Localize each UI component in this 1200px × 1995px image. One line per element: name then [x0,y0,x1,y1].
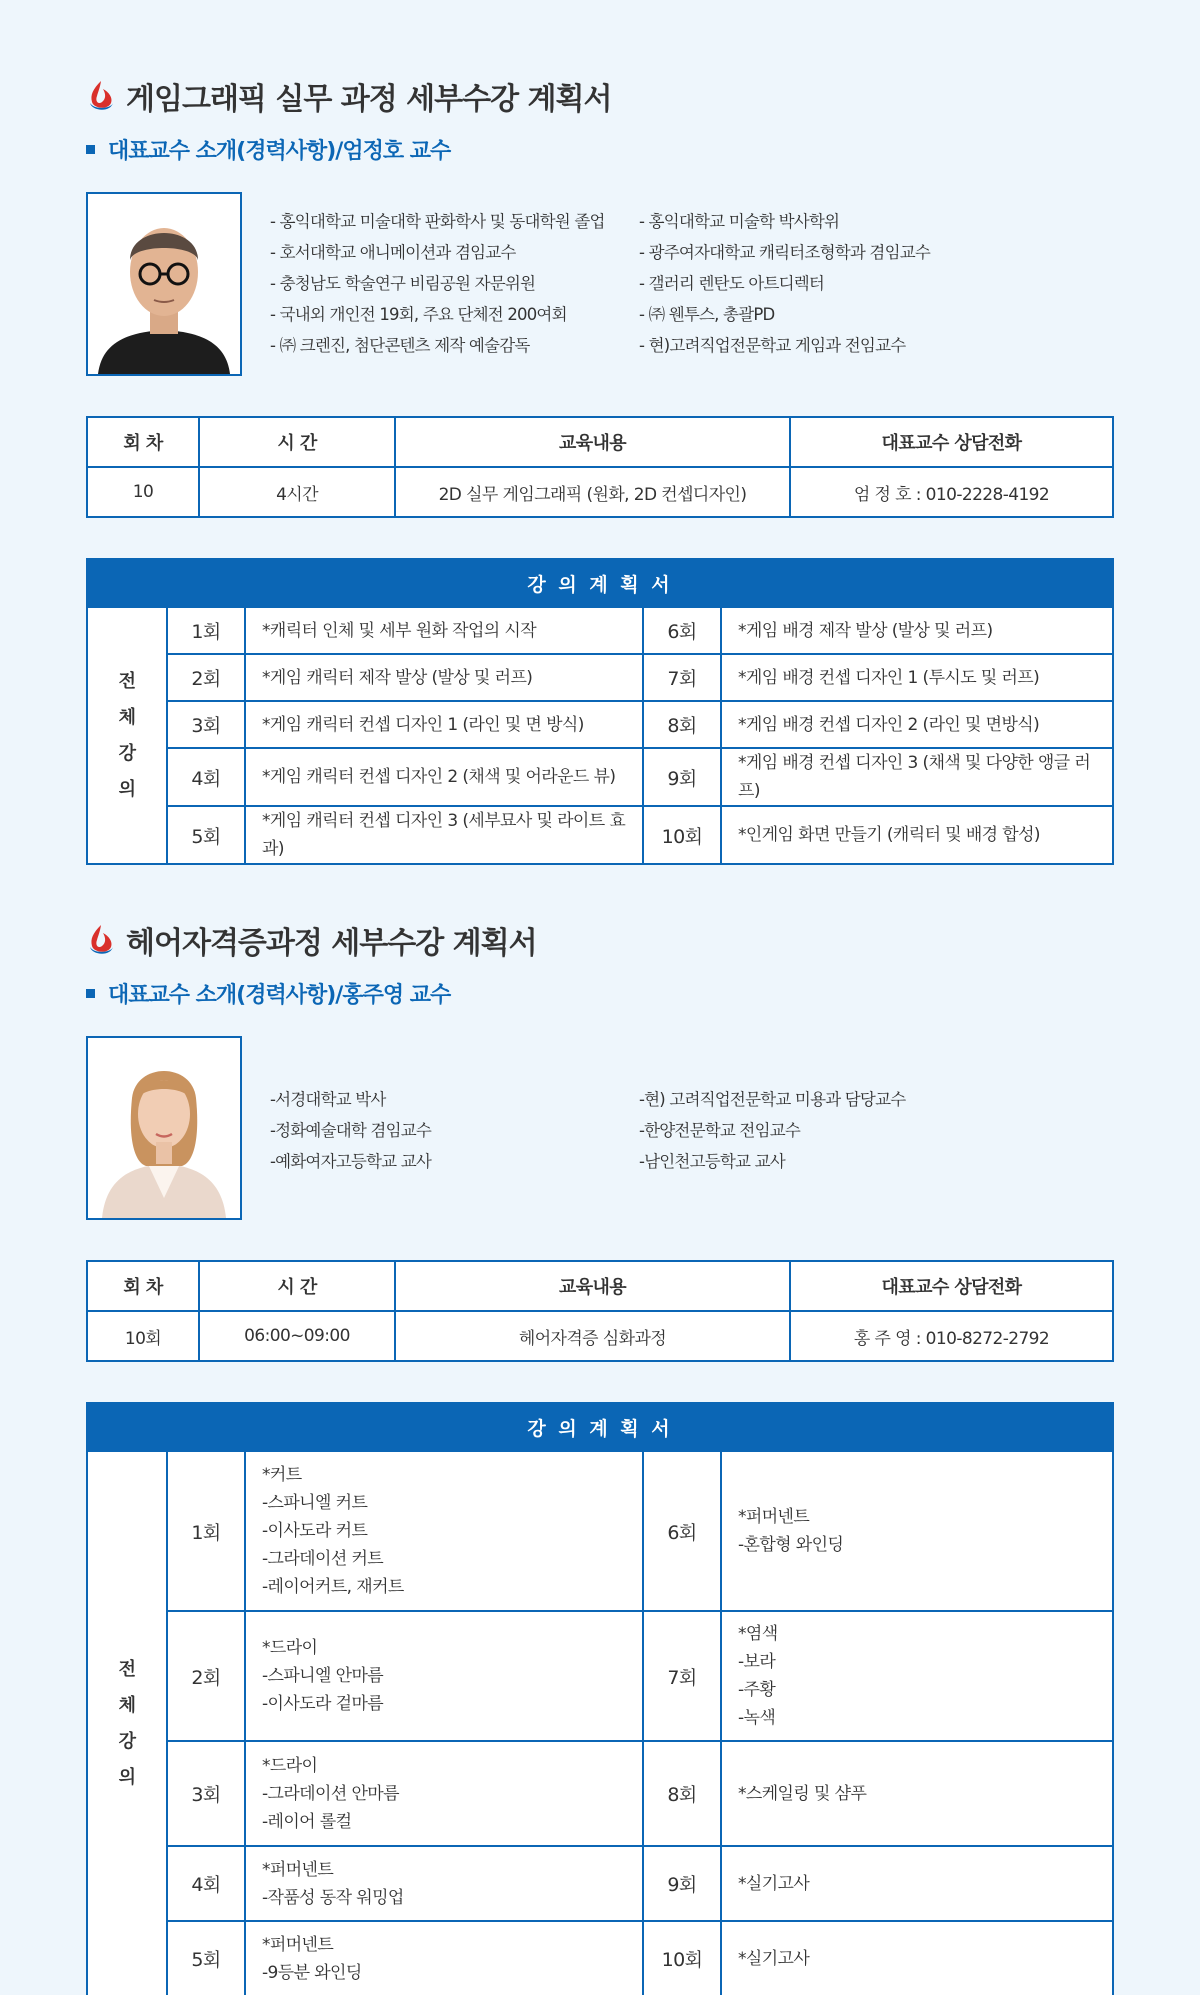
session-number: 1회 [167,1451,245,1611]
table-row [87,654,1113,701]
session-content: *실기고사 [721,1846,1113,1921]
session-content: *게임 캐릭터 컨셉 디자인 3 (세부묘사 및 라이트 효과) [245,806,643,864]
header-session: 회 차 [87,1261,199,1311]
career-list-left [270,1084,431,1177]
bullet-square-icon [86,989,95,998]
career-item: - 갤러리 렌탄도 아트디렉터 [639,274,825,293]
career-item: - 현)고려직업전문학교 게임과 전임교수 [639,336,906,355]
session-content: *게임 배경 컨셉 디자인 2 (라인 및 면방식) [721,701,1113,748]
table-row [87,607,1113,654]
session-content: *스케일링 및 샴푸 [721,1741,1113,1846]
session-number: 10회 [643,1921,721,1995]
school-logo-icon [86,923,116,957]
session-number: 6회 [643,1451,721,1611]
lecture-plan-table [86,558,1114,865]
session-number: 10회 [643,806,721,864]
career-item: - ㈜ 웬투스, 총괄PD [639,305,775,324]
career-item: - 광주여자대학교 캐릭터조형학과 겸임교수 [639,243,930,262]
professor-subtitle [86,978,450,1009]
session-content: *커트 -스파니엘 커트 -이사도라 커트 -그라데이션 커트 -레이어커트, 재커트 [245,1451,643,1611]
session-content: *게임 배경 제작 발상 (발상 및 러프) [721,607,1113,654]
table-row [87,748,1113,806]
session-number: 7회 [643,654,721,701]
section-title-text: 헤어자격증과정 세부수강 계획서 [126,926,537,961]
career-list-right [639,206,930,361]
career-list-right [639,1084,905,1177]
professor-profile [86,1036,1114,1220]
side-label: 전 체 강 의 [87,607,167,864]
session-content: *게임 캐릭터 컨셉 디자인 1 (라인 및 면 방식) [245,701,643,748]
lecture-plan-table [86,1402,1114,1995]
session-number: 9회 [643,748,721,806]
career-item: - 홍익대학교 미술대학 판화학사 및 동대학원 졸업 [270,212,605,231]
session-content: *퍼머넨트 -9등분 와인딩 [245,1921,643,1995]
career-item: -한양전문학교 전임교수 [639,1121,800,1140]
school-logo-icon [86,79,116,113]
session-content: *드라이 -그라데이션 안마름 -레이어 롤컬 [245,1741,643,1846]
session-number: 2회 [167,1611,245,1741]
course-info-table [86,416,1114,518]
session-content: *드라이 -스파니엘 안마름 -이사도라 겉마름 [245,1611,643,1741]
career-item: -정화예술대학 겸임교수 [270,1121,431,1140]
course-info-header-row [87,417,1113,467]
session-number: 3회 [167,1741,245,1846]
cell-content: 2D 실무 게임그래픽 (원화, 2D 컨셉디자인) [395,467,790,517]
career-item: - ㈜ 크렌진, 첨단콘텐츠 제작 예술감독 [270,336,530,355]
professor-subtitle [86,134,450,165]
cell-session: 10 [87,467,199,517]
session-content: *염색 -보라 -주황 -녹색 [721,1611,1113,1741]
career-item: - 홍익대학교 미술학 박사학위 [639,212,840,231]
session-content: *게임 배경 컨셉 디자인 3 (채색 및 다양한 앵글 러프) [721,748,1113,806]
session-content: *게임 배경 컨셉 디자인 1 (투시도 및 러프) [721,654,1113,701]
session-number: 6회 [643,607,721,654]
table-row [87,806,1113,864]
side-label: 전 체 강 의 [87,1451,167,1995]
career-item: -서경대학교 박사 [270,1090,386,1109]
professor-profile [86,192,1114,376]
session-number: 4회 [167,1846,245,1921]
header-contact: 대표교수 상담전화 [790,417,1113,467]
header-time: 시 간 [199,1261,395,1311]
career-list-left [270,206,605,361]
cell-time: 06:00~09:00 [199,1311,395,1361]
course-info-row [87,467,1113,517]
course-info-header-row [87,1261,1113,1311]
section-title [86,918,537,962]
session-content: *캐릭터 인체 및 세부 원화 작업의 시작 [245,607,643,654]
cell-content: 헤어자격증 심화과정 [395,1311,790,1361]
session-content: *게임 캐릭터 제작 발상 (발상 및 러프) [245,654,643,701]
cell-session: 10회 [87,1311,199,1361]
career-item: -현) 고려직업전문학교 미용과 담당교수 [639,1090,906,1109]
session-number: 3회 [167,701,245,748]
table-row [87,1451,1113,1611]
cell-contact[interactable]: 홍 주 영 : 010-8272-2792 [790,1311,1113,1361]
table-row [87,1611,1113,1741]
header-contact: 대표교수 상담전화 [790,1261,1113,1311]
career-item: -예화여자고등학교 교사 [270,1152,431,1171]
lecture-plan-header: 강 의 계 획 서 [87,559,1113,607]
session-number: 4회 [167,748,245,806]
table-row [87,1921,1113,1995]
session-content: *게임 캐릭터 컨셉 디자인 2 (채색 및 어라운드 뷰) [245,748,643,806]
table-row [87,1846,1113,1921]
session-content: *실기고사 [721,1921,1113,1995]
header-content: 교육내용 [395,417,790,467]
session-content: *퍼머넨트 -작품성 동작 워밍업 [245,1846,643,1921]
session-number: 8회 [643,701,721,748]
session-number: 5회 [167,806,245,864]
career-item: -남인천고등학교 교사 [639,1152,785,1171]
session-number: 8회 [643,1741,721,1846]
header-content: 교육내용 [395,1261,790,1311]
session-number: 1회 [167,607,245,654]
career-item: - 국내외 개인전 19회, 주요 단체전 200여회 [270,305,567,324]
table-row [87,701,1113,748]
professor-subtitle-text: 대표교수 소개(경력사항)/엄정호 교수 [108,139,451,164]
session-content: *인게임 화면 만들기 (캐릭터 및 배경 합성) [721,806,1113,864]
course-info-table [86,1260,1114,1362]
career-item: - 충청남도 학술연구 비림공원 자문위원 [270,274,536,293]
session-content: *퍼머넨트 -혼합형 와인딩 [721,1451,1113,1611]
session-number: 7회 [643,1611,721,1741]
header-session: 회 차 [87,417,199,467]
section-title [86,74,611,118]
table-row [87,1741,1113,1846]
session-number: 2회 [167,654,245,701]
header-time: 시 간 [199,417,395,467]
lecture-plan-header: 강 의 계 획 서 [87,1403,1113,1451]
professor-photo [86,192,242,376]
session-number: 5회 [167,1921,245,1995]
section-title-text: 게임그래픽 실무 과정 세부수강 계획서 [126,82,612,117]
cell-time: 4시간 [199,467,395,517]
career-item: - 호서대학교 애니메이션과 겸임교수 [270,243,516,262]
professor-subtitle-text: 대표교수 소개(경력사항)/홍주영 교수 [108,983,451,1008]
cell-contact[interactable]: 엄 정 호 : 010-2228-4192 [790,467,1113,517]
course-info-row [87,1311,1113,1361]
professor-photo [86,1036,242,1220]
bullet-square-icon [86,145,95,154]
session-number: 9회 [643,1846,721,1921]
